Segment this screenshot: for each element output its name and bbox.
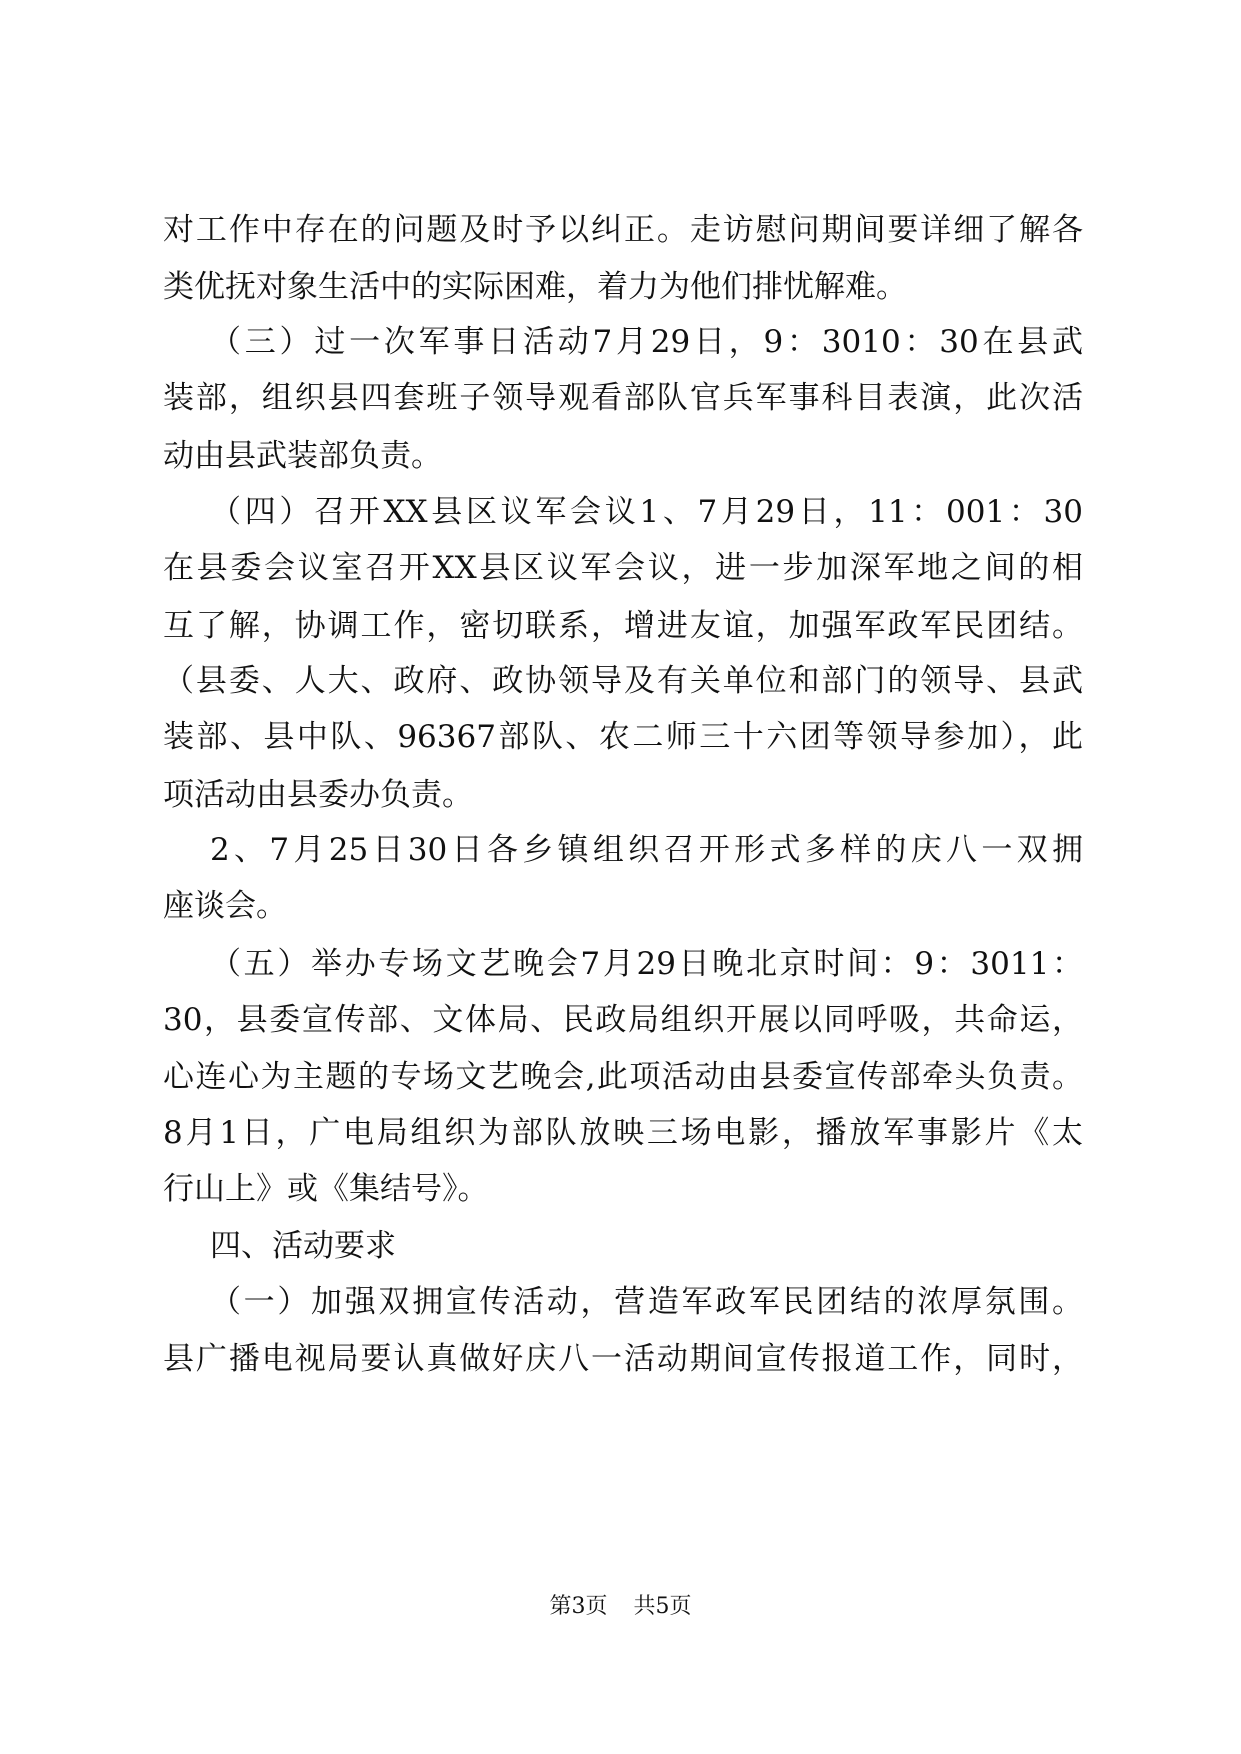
page-footer: [0, 1592, 1241, 1622]
paragraph-line: 装部、县中队、96367部队、农二师三十六团等领导参加），此: [163, 719, 1083, 755]
paragraph-line: 座谈会。: [163, 888, 287, 924]
paragraph-line: （县委、人大、政府、政协领导及有关单位和部门的领导、县武: [163, 663, 1083, 699]
paragraph-line: 在县委会议室召开XX县区议军会议，进一步加深军地之间的相: [163, 550, 1083, 586]
page-number: 第3页: [549, 1594, 608, 1619]
paragraph-line: （三）过一次军事日活动7月29日，9：3010：30在县武: [210, 324, 1083, 360]
paragraph-line: 动由县武装部负责。: [163, 438, 442, 474]
paragraph-line: 装部，组织县四套班子领导观看部队官兵军事科目表演，此次活: [163, 380, 1083, 416]
paragraph-line: （四）召开XX县区议军会议1、7月29日，11：001：30: [210, 494, 1083, 530]
paragraph-line: （五）举办专场文艺晚会7月29日晚北京时间：9：3011：: [210, 946, 1083, 982]
paragraph-line: 2、7月25日30日各乡镇组织召开形式多样的庆八一双拥: [210, 832, 1083, 868]
paragraph-line: 项活动由县委办负责。: [163, 777, 473, 813]
paragraph-line: 8月1日，广电局组织为部队放映三场电影，播放军事影片《太: [163, 1115, 1083, 1151]
section-heading: 四、活动要求: [210, 1228, 396, 1264]
paragraph-line: 互了解，协调工作，密切联系，增进友谊，加强军政军民团结。: [163, 608, 1083, 644]
paragraph-line: （一）加强双拥宣传活动，营造军政军民团结的浓厚氛围。: [210, 1284, 1083, 1320]
paragraph-line: 对工作中存在的问题及时予以纠正。走访慰问期间要详细了解各: [163, 212, 1083, 248]
paragraph-line: 心连心为主题的专场文艺晚会,此项活动由县委宣传部牵头负责。: [163, 1059, 1083, 1095]
paragraph-line: 30，县委宣传部、文体局、民政局组织开展以同呼吸，共命运，: [163, 1002, 1083, 1038]
page-total: 共5页: [633, 1594, 692, 1619]
paragraph-line: 县广播电视局要认真做好庆八一活动期间宣传报道工作，同时，: [163, 1341, 1083, 1377]
paragraph-line: 行山上》或《集结号》。: [163, 1171, 489, 1207]
paragraph-line: 类优抚对象生活中的实际困难，着力为他们排忧解难。: [163, 269, 907, 305]
